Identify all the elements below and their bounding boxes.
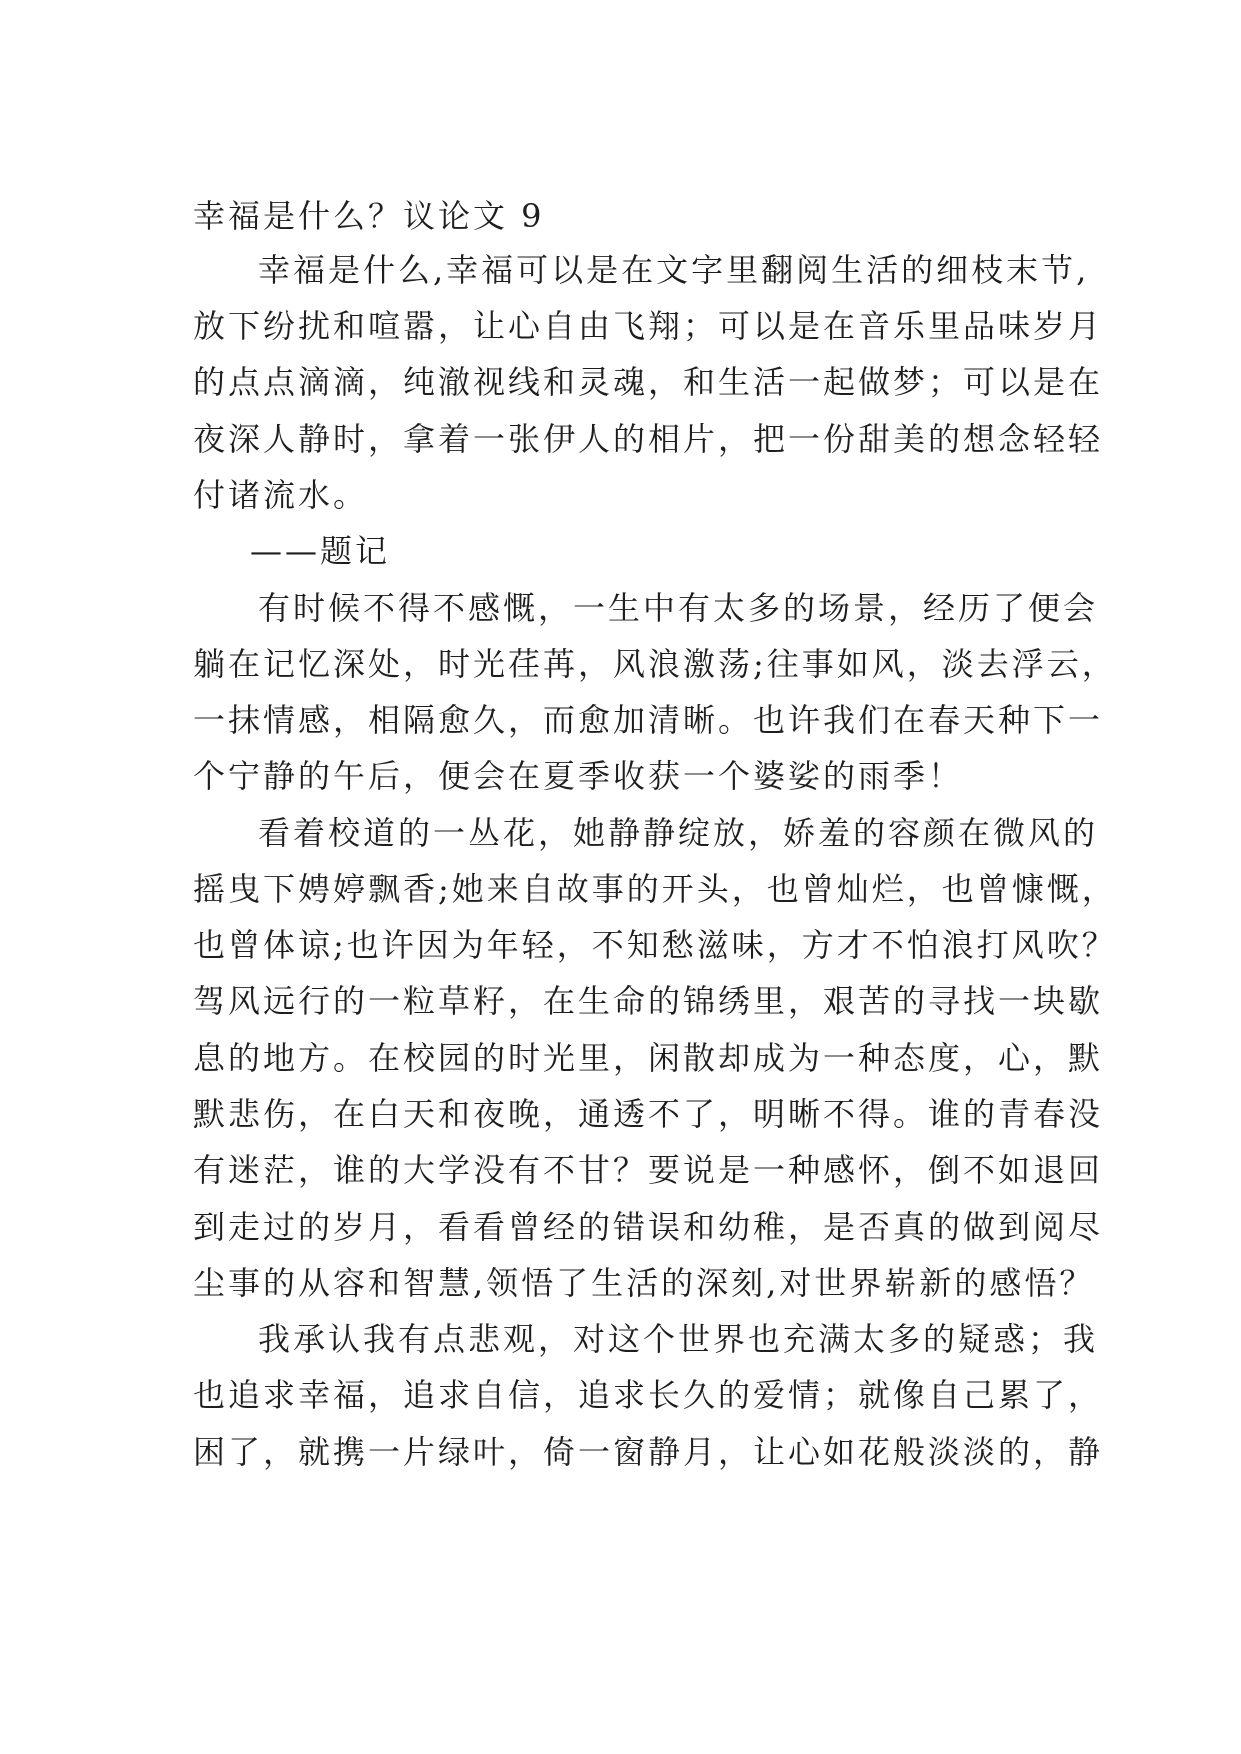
- paragraph-line: 一抹情感，相隔愈久，而愈加清晰。也许我们在春天种下一: [193, 701, 1104, 739]
- paragraph-line: 放下纷扰和喧嚣，让心自由飞翔；可以是在音乐里品味岁月: [193, 307, 1104, 345]
- epigraph-signature: ——题记: [250, 532, 391, 570]
- paragraph-line: 息的地方。在校园的时光里，闲散却成为一种态度，心，默: [193, 1039, 1104, 1077]
- paragraph-line: 看着校道的一丛花，她静静绽放，娇羞的容颜在微风的: [258, 814, 1099, 852]
- paragraph-line: 困了，就携一片绿叶，倚一窗静月，让心如花般淡淡的，静: [193, 1433, 1104, 1471]
- paragraph-line: 夜深人静时，拿着一张伊人的相片，把一份甜美的想念轻轻: [193, 420, 1104, 458]
- paragraph-line: 付诸流水。: [193, 476, 369, 514]
- paragraph-line: 的点点滴滴，纯澈视线和灵魂，和生活一起做梦；可以是在: [193, 363, 1104, 401]
- paragraph-line: 到走过的岁月，看看曾经的错误和幼稚，是否真的做到阅尽: [193, 1208, 1104, 1246]
- paragraph-line: 也曾体谅;也许因为年轻，不知愁滋味，方才不怕浪打风吹？: [193, 926, 1117, 964]
- paragraph-line: 幸福是什么,幸福可以是在文字里翻阅生活的细枝末节,: [258, 251, 1090, 289]
- paragraph-line: 躺在记忆深处，时光荏苒，风浪激荡;往事如风，淡去浮云，: [193, 645, 1117, 683]
- paragraph-line: 有迷茫，谁的大学没有不甘？要说是一种感怀，倒不如退回: [193, 1151, 1104, 1189]
- paragraph-line: 个宁静的午后，便会在夏季收获一个婆娑的雨季！: [193, 757, 964, 795]
- document-title: 幸福是什么？议论文 9: [193, 197, 545, 235]
- paragraph-line: 驾风远行的一粒草籽，在生命的锦绣里，艰苦的寻找一块歇: [193, 982, 1104, 1020]
- paragraph-line: 摇曳下娉婷飘香;她来自故事的开头，也曾灿烂，也曾慷慨，: [193, 870, 1117, 908]
- paragraph-line: 也追求幸福，追求自信，追求长久的爱情；就像自己累了，: [193, 1376, 1104, 1414]
- paragraph-line: 我承认我有点悲观，对这个世界也充满太多的疑惑；我: [258, 1320, 1099, 1358]
- paragraph-line: 有时候不得不感慨，一生中有太多的场景，经历了便会: [258, 589, 1099, 627]
- paragraph-line: 尘事的从容和智慧,领悟了生活的深刻,对世界崭新的感悟？: [193, 1264, 1095, 1302]
- paragraph-line: 默悲伤，在白天和夜晚，通透不了，明晰不得。谁的青春没: [193, 1095, 1104, 1133]
